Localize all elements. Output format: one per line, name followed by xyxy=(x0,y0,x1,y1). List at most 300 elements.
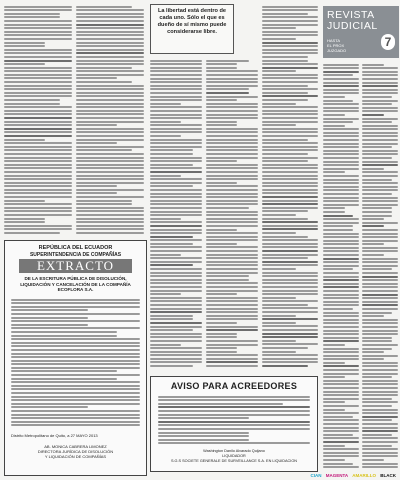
text-line xyxy=(76,77,117,79)
text-line xyxy=(76,142,117,144)
text-line xyxy=(362,409,398,411)
text-line xyxy=(262,279,318,281)
text-line xyxy=(362,319,398,321)
text-line xyxy=(150,279,202,281)
text-line xyxy=(76,178,144,180)
text-line xyxy=(262,192,318,194)
text-line xyxy=(150,131,202,133)
text-line xyxy=(206,196,258,198)
text-line xyxy=(76,113,144,115)
text-line xyxy=(150,146,202,148)
text-line xyxy=(150,160,202,162)
text-line xyxy=(362,225,384,227)
text-line xyxy=(323,423,359,425)
text-line xyxy=(206,264,258,266)
text-line xyxy=(4,38,72,40)
text-line xyxy=(362,233,398,235)
text-line xyxy=(76,60,144,62)
text-line xyxy=(323,326,359,328)
text-line xyxy=(150,257,202,259)
text-line xyxy=(323,171,345,173)
text-line xyxy=(11,396,140,398)
text-line xyxy=(76,70,144,72)
text-line xyxy=(76,196,144,198)
quote-box xyxy=(150,4,234,54)
text-line xyxy=(150,218,181,220)
text-line xyxy=(262,182,318,184)
text-line xyxy=(323,279,359,281)
text-line xyxy=(206,160,237,162)
text-line xyxy=(150,308,202,310)
text-line xyxy=(362,279,398,281)
text-column-6 xyxy=(323,62,359,470)
text-line xyxy=(262,99,308,101)
text-line xyxy=(158,396,310,398)
text-line xyxy=(323,243,359,245)
text-line xyxy=(11,406,88,408)
text-line xyxy=(158,417,249,419)
text-line xyxy=(262,264,318,266)
text-line xyxy=(262,221,318,223)
text-line xyxy=(262,124,296,126)
text-line xyxy=(262,232,296,234)
text-line xyxy=(158,421,310,423)
text-line xyxy=(11,360,140,362)
text-line xyxy=(262,160,308,162)
text-line xyxy=(206,365,258,367)
creditors-notice-body xyxy=(158,394,310,446)
text-line xyxy=(4,52,72,54)
text-line xyxy=(362,85,398,87)
text-line xyxy=(76,56,144,58)
text-line xyxy=(76,81,132,83)
text-line xyxy=(362,92,398,94)
text-line xyxy=(76,6,132,8)
text-line xyxy=(11,367,140,369)
text-line xyxy=(323,380,359,382)
text-line xyxy=(4,31,72,33)
text-line xyxy=(4,92,72,94)
text-line xyxy=(323,139,359,141)
text-line xyxy=(150,74,202,76)
text-line xyxy=(150,354,202,356)
text-line xyxy=(262,228,318,230)
text-line xyxy=(206,203,258,205)
text-line xyxy=(206,128,258,130)
text-line xyxy=(262,16,318,18)
text-line xyxy=(323,301,359,303)
text-line xyxy=(206,117,258,119)
text-line xyxy=(362,419,392,421)
text-line xyxy=(4,49,72,51)
text-line xyxy=(4,160,72,162)
text-line xyxy=(323,200,359,202)
text-line xyxy=(362,265,398,267)
text-line xyxy=(206,308,258,310)
text-line xyxy=(206,229,237,231)
text-line xyxy=(76,63,144,65)
text-line xyxy=(150,261,202,263)
text-line xyxy=(362,250,398,252)
text-line xyxy=(4,27,72,29)
text-line xyxy=(362,463,398,465)
section-subtitle: HASTA EL PROX JUZGADO xyxy=(327,38,347,53)
text-line xyxy=(150,297,202,299)
quote-text: La libertad está dentro de cada uno. Sólo el que es dueño de sí mismo puede considerarse libre. xyxy=(157,8,227,35)
text-line xyxy=(262,153,308,155)
text-line xyxy=(262,207,318,209)
text-line xyxy=(323,193,359,195)
text-line xyxy=(323,132,359,134)
text-line xyxy=(150,304,202,306)
text-line xyxy=(323,211,345,213)
text-line xyxy=(206,88,249,90)
text-line xyxy=(206,340,258,342)
text-line xyxy=(76,74,144,76)
text-line xyxy=(262,95,318,97)
text-line xyxy=(362,114,384,116)
text-line xyxy=(4,232,60,234)
text-line xyxy=(323,437,359,439)
text-line xyxy=(362,276,398,278)
text-line xyxy=(323,304,359,306)
text-line xyxy=(150,326,202,328)
text-line xyxy=(4,121,72,123)
text-line xyxy=(206,336,237,338)
text-line xyxy=(323,455,359,457)
text-line xyxy=(4,13,60,15)
text-line xyxy=(150,361,202,363)
text-line xyxy=(150,182,202,184)
text-line xyxy=(76,221,144,223)
text-line xyxy=(11,410,140,412)
text-line xyxy=(76,200,132,202)
text-line xyxy=(150,67,202,69)
text-line xyxy=(362,161,398,163)
text-line xyxy=(362,189,398,191)
text-line xyxy=(150,200,202,202)
text-line xyxy=(362,376,392,378)
text-line xyxy=(206,185,258,187)
text-line xyxy=(76,139,144,141)
text-line xyxy=(362,423,398,425)
text-line xyxy=(323,128,359,130)
text-line xyxy=(262,293,318,295)
text-line xyxy=(4,110,72,112)
text-line xyxy=(150,196,202,198)
text-line xyxy=(11,309,88,311)
text-line xyxy=(4,95,72,97)
text-line xyxy=(323,333,359,335)
text-line xyxy=(206,272,258,274)
text-line xyxy=(262,92,308,94)
text-line xyxy=(262,38,296,40)
text-line xyxy=(323,445,345,447)
text-line xyxy=(323,204,359,206)
text-line xyxy=(150,193,202,195)
text-line xyxy=(362,286,398,288)
text-line xyxy=(76,218,144,220)
text-line xyxy=(262,290,318,292)
text-line xyxy=(206,99,237,101)
text-line xyxy=(76,157,144,159)
text-line xyxy=(362,100,398,102)
text-line xyxy=(11,363,140,365)
text-line xyxy=(362,416,398,418)
text-line xyxy=(150,300,202,302)
text-line xyxy=(362,243,384,245)
text-line xyxy=(262,246,318,248)
text-line xyxy=(362,222,398,224)
text-line xyxy=(11,378,117,380)
text-line xyxy=(4,70,72,72)
text-line xyxy=(11,335,117,337)
text-line xyxy=(76,167,144,169)
text-line xyxy=(76,171,144,173)
text-line xyxy=(158,403,283,405)
text-line xyxy=(323,92,359,94)
text-line xyxy=(206,361,258,363)
text-line xyxy=(206,286,258,288)
text-line xyxy=(323,175,359,177)
text-line xyxy=(206,268,258,270)
text-line xyxy=(206,275,249,277)
text-line xyxy=(150,311,202,313)
text-line xyxy=(76,117,144,119)
text-line xyxy=(150,153,193,155)
text-line xyxy=(76,110,144,112)
text-line xyxy=(323,319,359,321)
text-line xyxy=(4,103,60,105)
text-line xyxy=(4,228,72,230)
text-line xyxy=(323,182,359,184)
text-line xyxy=(362,182,398,184)
text-line xyxy=(323,225,353,227)
text-line xyxy=(362,186,398,188)
text-line xyxy=(206,175,258,177)
text-line xyxy=(76,146,144,148)
text-line xyxy=(262,149,318,151)
text-line xyxy=(362,240,398,242)
text-line xyxy=(206,92,249,94)
text-line xyxy=(323,308,353,310)
text-line xyxy=(150,272,202,274)
text-line xyxy=(323,434,353,436)
text-line xyxy=(11,374,140,376)
text-line xyxy=(323,355,359,357)
text-line xyxy=(206,110,258,112)
text-line xyxy=(362,64,384,66)
text-line xyxy=(76,207,144,209)
text-line xyxy=(362,146,392,148)
text-line xyxy=(262,167,318,169)
text-line xyxy=(323,67,359,69)
text-line xyxy=(262,243,318,245)
text-line xyxy=(323,125,345,127)
text-line xyxy=(150,63,202,65)
text-line xyxy=(4,9,72,11)
text-line xyxy=(11,424,140,426)
text-line xyxy=(323,294,359,296)
text-line xyxy=(262,336,318,338)
text-line xyxy=(206,81,258,83)
text-line xyxy=(206,218,258,220)
notice-issuer-line-2: SUPERINTENDENCIA DE COMPAÑÍAS xyxy=(29,252,122,258)
text-line xyxy=(11,349,140,351)
text-line xyxy=(150,60,202,62)
text-line xyxy=(323,430,359,432)
text-line xyxy=(11,299,140,301)
text-line xyxy=(323,240,359,242)
text-line xyxy=(262,340,296,342)
text-line xyxy=(150,336,202,338)
text-line xyxy=(206,182,237,184)
text-line xyxy=(150,157,202,159)
text-line xyxy=(323,412,359,414)
text-line xyxy=(362,110,398,112)
text-line xyxy=(323,351,359,353)
text-line xyxy=(262,88,318,90)
text-line xyxy=(206,344,258,346)
text-line xyxy=(206,354,258,356)
text-line xyxy=(262,175,318,177)
text-line xyxy=(150,167,202,169)
text-line xyxy=(362,362,398,364)
text-line xyxy=(323,409,345,411)
text-line xyxy=(76,153,144,155)
text-line xyxy=(206,300,258,302)
text-line xyxy=(362,398,392,400)
text-line xyxy=(4,203,72,205)
text-line xyxy=(76,42,144,44)
text-line xyxy=(206,239,258,241)
text-line xyxy=(11,353,140,355)
text-line xyxy=(158,399,310,401)
text-line xyxy=(323,247,359,249)
text-line xyxy=(150,286,202,288)
text-line xyxy=(76,92,144,94)
text-line xyxy=(4,77,72,79)
text-line xyxy=(323,254,359,256)
text-line xyxy=(76,128,144,130)
text-line xyxy=(206,211,258,213)
text-line xyxy=(4,85,72,87)
text-line xyxy=(150,78,202,80)
text-line xyxy=(206,121,237,123)
text-line xyxy=(323,315,359,317)
text-line xyxy=(323,85,359,87)
text-line xyxy=(362,380,398,382)
text-line xyxy=(4,139,45,141)
text-line xyxy=(362,340,392,342)
text-column-1 xyxy=(4,4,72,236)
text-line xyxy=(262,257,308,259)
text-line xyxy=(262,128,318,130)
text-line xyxy=(362,348,392,350)
text-line xyxy=(206,358,258,360)
text-line xyxy=(76,24,144,26)
text-line xyxy=(323,337,359,339)
text-line xyxy=(4,45,45,47)
text-column-5 xyxy=(262,4,318,369)
text-line xyxy=(323,448,359,450)
text-line xyxy=(76,31,144,33)
text-line xyxy=(262,311,318,313)
text-line xyxy=(362,344,398,346)
text-line xyxy=(262,56,308,58)
text-line xyxy=(262,272,318,274)
text-line xyxy=(150,268,202,270)
text-line xyxy=(323,290,359,292)
text-line xyxy=(323,466,359,468)
text-line xyxy=(362,207,392,209)
text-line xyxy=(11,320,140,322)
text-line xyxy=(4,210,72,212)
text-line xyxy=(206,142,258,144)
text-line xyxy=(362,211,392,213)
text-line xyxy=(362,304,398,306)
text-line xyxy=(150,124,202,126)
text-line xyxy=(362,405,392,407)
text-line xyxy=(76,192,117,194)
text-line xyxy=(11,327,140,329)
text-line xyxy=(262,135,318,137)
text-line xyxy=(323,362,345,364)
text-line xyxy=(262,121,318,123)
text-line xyxy=(11,356,140,358)
text-line xyxy=(150,293,181,295)
text-line xyxy=(323,146,359,148)
text-line xyxy=(150,128,202,130)
text-line xyxy=(323,258,359,260)
text-line xyxy=(150,185,193,187)
text-line xyxy=(4,99,60,101)
text-line xyxy=(262,268,296,270)
text-line xyxy=(76,88,144,90)
text-line xyxy=(158,435,249,437)
text-line xyxy=(323,427,359,429)
text-line xyxy=(158,406,310,408)
text-line xyxy=(362,391,398,393)
text-line xyxy=(11,342,140,344)
text-line xyxy=(76,85,144,87)
text-line xyxy=(4,200,45,202)
text-line xyxy=(4,175,72,177)
text-line xyxy=(4,88,72,90)
text-line xyxy=(150,318,193,320)
text-line xyxy=(4,113,72,115)
text-line xyxy=(206,124,237,126)
text-line xyxy=(362,301,398,303)
text-line xyxy=(150,340,202,342)
text-line xyxy=(4,124,72,126)
text-line xyxy=(150,135,181,137)
text-line xyxy=(4,34,72,36)
text-line xyxy=(4,56,72,58)
text-line xyxy=(76,175,144,177)
section-header xyxy=(323,6,399,58)
text-line xyxy=(323,157,359,159)
text-line xyxy=(262,77,318,79)
text-line xyxy=(206,78,258,80)
text-line xyxy=(4,178,72,180)
text-line xyxy=(323,135,359,137)
text-line xyxy=(158,424,310,426)
text-line xyxy=(262,250,318,252)
text-line xyxy=(362,204,398,206)
text-line xyxy=(76,164,144,166)
text-line xyxy=(4,63,45,65)
